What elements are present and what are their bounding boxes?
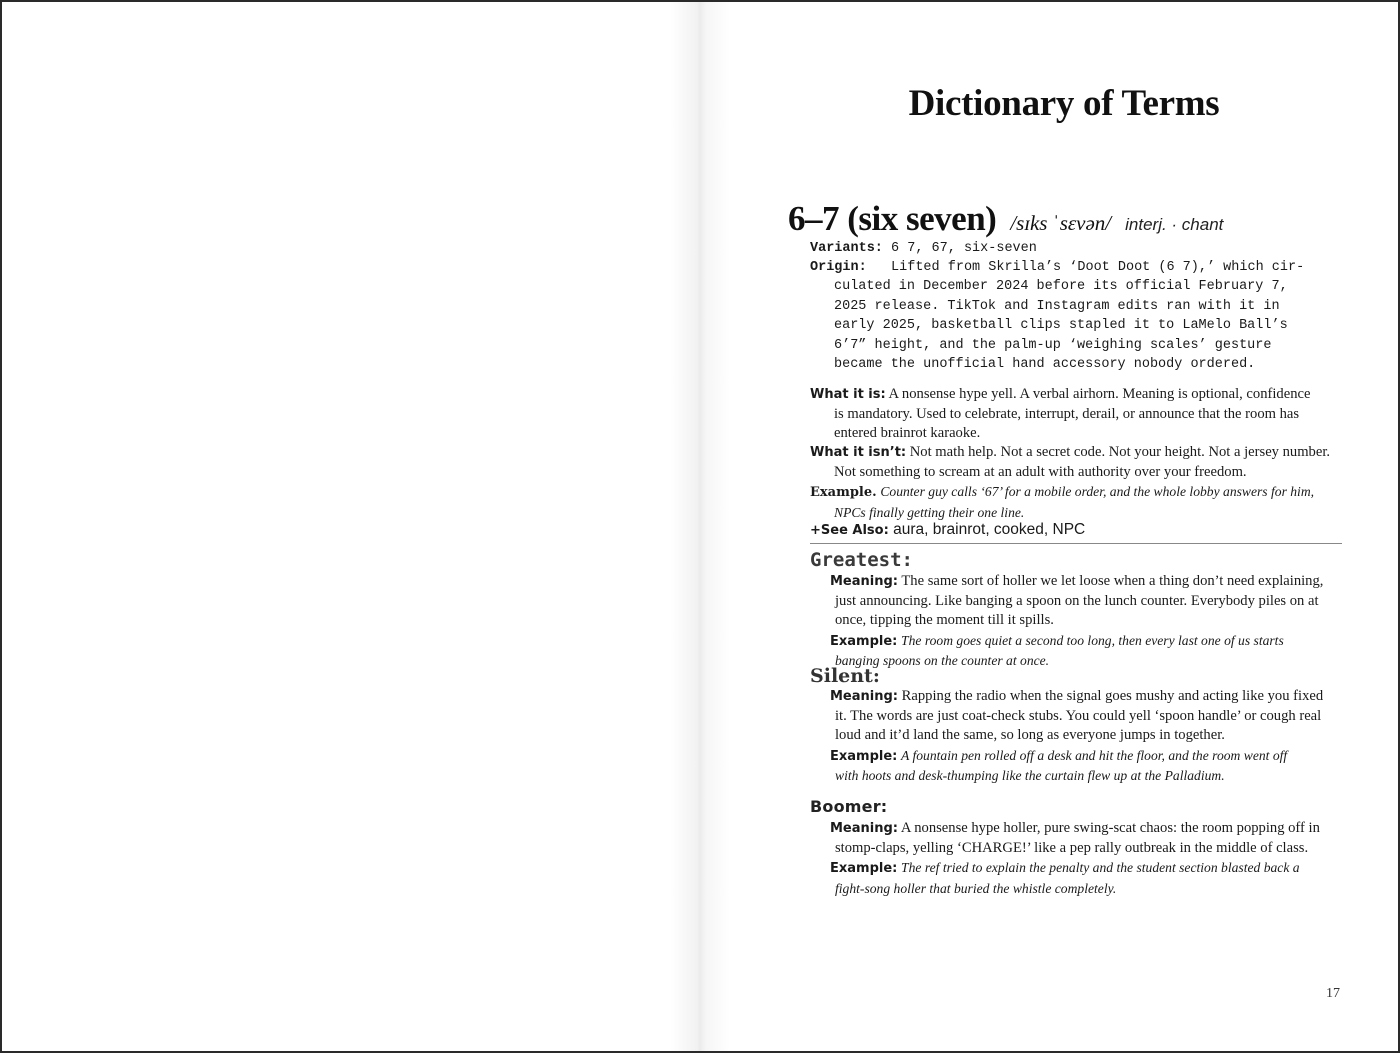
subsection-silent-meaning: Meaning: Rapping the radio when the signal goes mushy and acting like you fixed it. The words are just coat-check stubs. You could yell ‘spoon handle’ or cough real loud and it’d land the same, so long as everyone jumps in together. Example: A fountain pen rolled off a desk and hit the floor, and the room went off with hoots and desk-thumping like the curtain flew up at the Palladium. — [830, 687, 1342, 786]
what-it-isnt-text: Not something to scream at an adult with authority over your freedom. — [834, 463, 1247, 480]
book-spread — [2, 2, 1398, 1051]
subsection-heading-boomer: Boomer: — [810, 797, 888, 816]
entry-see-also — [810, 520, 1342, 541]
see-also-label: +See Also: — [810, 523, 889, 538]
origin-line: 2025 release. TikTok and Instagram edits ran with it in — [834, 298, 1280, 314]
what-it-isnt-label: What it isn’t: — [810, 445, 907, 460]
example-label: Example: — [830, 861, 898, 876]
origin-line: culated in December 2024 before its official February 7, — [834, 279, 1288, 295]
origin-label: Origin: — [810, 260, 867, 275]
entry-headword-line — [788, 199, 1348, 239]
subsection-greatest-meaning: Meaning: The same sort of holler we let loose when a thing don’t need explaining, just announcing. Like banging a spoon on the lunch counter. Everybody piles on at once, tipping the moment till it spills. Example: The room goes quiet a second too long, then every last one of us starts banging spoons on the counter at once. — [830, 572, 1342, 671]
example-text: banging spoons on the counter at once. — [835, 653, 1050, 668]
meaning-label: Meaning: — [830, 689, 898, 704]
entry-variants — [810, 239, 1342, 258]
what-it-is-text: entered brainrot karaoke. — [834, 425, 981, 441]
what-it-is-label: What it is: — [810, 387, 886, 402]
subsection-heading-greatest: Greatest: — [810, 549, 913, 571]
origin-line: became the unofficial hand accessory nobody ordered. — [834, 357, 1256, 373]
subsection-boomer-meaning: Meaning: A nonsense hype holler, pure swing-scat chaos: the room popping off in stomp-claps, yelling ‘CHARGE!’ like a pep rally outbreak in the middle of class. Example: The ref tried to explain the penalty and the student section blasted back a fight-song holler that buried the whistle completely. — [830, 819, 1342, 898]
origin-line: 6’7” height, and the palm-up ‘weighing scales’ gesture — [834, 337, 1272, 353]
page-title: Dictionary of Terms — [908, 83, 1220, 124]
origin-line: early 2025, basketball clips stapled it to LaMelo Ball’s — [834, 318, 1288, 334]
entry-origin — [810, 258, 1342, 374]
meaning-text: once, tipping the moment till it spills. — [835, 612, 1054, 628]
section-divider — [810, 543, 1342, 544]
see-also-value: aura, brainrot, cooked, NPC — [893, 521, 1086, 538]
example-text: Counter guy calls ‘67’ for a mobile order, and the whole lobby answers for him, — [880, 484, 1315, 499]
origin-line: Origin: Lifted from Skrilla’s ‘Doot Doot (6 7),’ which cir- — [810, 260, 1305, 275]
what-it-is-text: is mandatory. Used to celebrate, interrupt, derail, or announce that the room has — [834, 405, 1300, 422]
subsection-heading-silent: Silent: — [810, 665, 880, 687]
meaning-text: stomp-claps, yelling ‘CHARGE!’ like a pep rally outbreak in the middle of class. — [835, 839, 1309, 856]
example-text: fight-song holler that buried the whistle completely. — [835, 880, 1117, 896]
variants-label: Variants: — [810, 241, 883, 256]
what-it-isnt-text: Not math help. Not a secret code. Not your height. Not a jersey number. — [909, 444, 1331, 460]
meaning-text: just announcing. Like banging a spoon on the lunch counter. Everybody piles on at — [835, 592, 1319, 609]
meaning-label: Meaning: — [830, 821, 898, 836]
page-number: 17 — [1326, 986, 1340, 1001]
entry-what-it-is — [810, 385, 1342, 444]
entry-example — [810, 482, 1342, 522]
entry-what-it-isnt — [810, 443, 1342, 482]
example-text: NPCs finally getting their one line. — [834, 504, 1025, 520]
entry-part-of-speech: interj. · chant — [1125, 215, 1224, 234]
meaning-label: Meaning: — [830, 574, 898, 589]
entry-pronunciation: /sɪks ˈsɛvən/ — [1010, 211, 1112, 235]
meaning-text: it. The words are just coat-check stubs. You could yell ‘spoon handle’ or cough real — [835, 707, 1322, 724]
example-text: with hoots and desk-thumping like the curtain flew up at the Palladium. — [835, 768, 1225, 783]
what-it-is-text: A nonsense hype yell. A verbal airhorn. Meaning is optional, confidence — [888, 386, 1311, 402]
entry-headword: 6–7 (six seven) — [788, 199, 997, 238]
right-page — [700, 2, 1398, 1051]
meaning-text: loud and it’d land the same, so long as everyone jumps in together. — [835, 727, 1225, 743]
example-label: Example: — [830, 748, 898, 764]
variants-value: 6 7, 67, six-seven — [891, 241, 1037, 256]
example-label: Example. — [810, 485, 877, 500]
left-page-blank — [2, 2, 700, 1051]
example-label: Example: — [830, 633, 898, 649]
